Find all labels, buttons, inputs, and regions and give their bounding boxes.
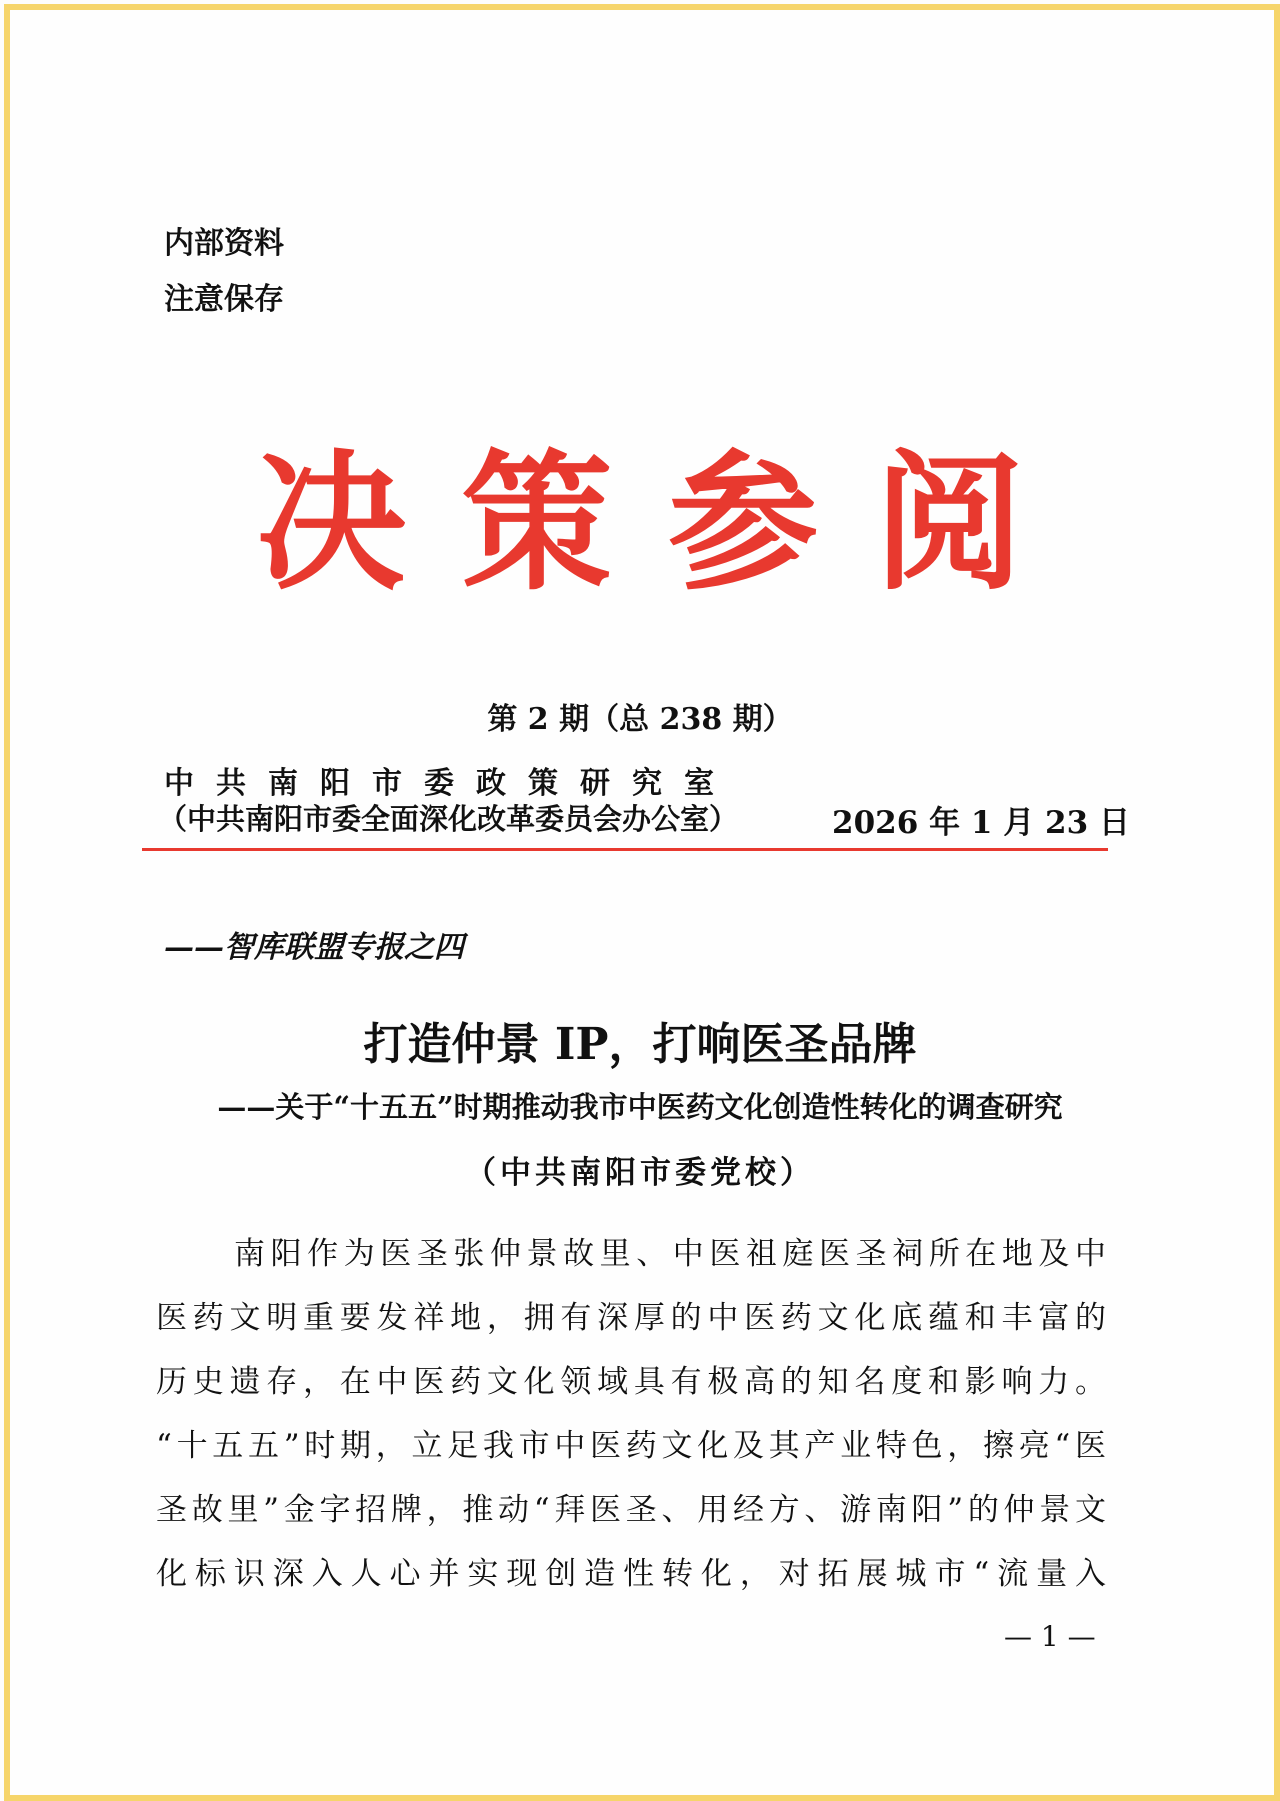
keep-safe-label: 注意保存 — [164, 282, 284, 317]
body-paragraph — [156, 1222, 1106, 1606]
page-number: — 1 — — [1004, 1620, 1096, 1653]
internal-material-label: 内部资料 — [164, 226, 284, 261]
article-author: （中共南阳市委党校） — [465, 1155, 815, 1191]
issue-number: 第 2 期（总 238 期） — [487, 702, 793, 737]
body-line: 南阳作为医圣张仲景故里、中医祖庭医圣祠所在地及中 — [234, 1236, 1106, 1272]
article-subtitle: ——关于“十五五”时期推动我市中医药文化创造性转化的调查研究 — [217, 1090, 1063, 1124]
article-title: 打造仲景 IP，打响医圣品牌 — [363, 1019, 917, 1070]
body-line: 历史遗存，在中医药文化领域具有极高的知名度和影响力。 — [156, 1364, 1106, 1400]
publish-date: 2026 年 1 月 23 日 — [832, 805, 1130, 841]
body-line: 医药文明重要发祥地，拥有深厚的中医药文化底蕴和丰富的 — [156, 1300, 1106, 1336]
publisher-alt-name: （中共南阳市委全面深化改革委员会办公室） — [158, 802, 739, 836]
masthead-title: 决策参阅 — [255, 435, 1080, 611]
publisher-name: 中共南阳市委政策研究室 — [164, 766, 736, 801]
body-line: “十五五”时期，立足我市中医药文化及其产业特色，擦亮“医 — [156, 1428, 1106, 1464]
series-label: ——智库联盟专报之四 — [164, 930, 464, 965]
body-line: 圣故里”金字招牌，推动“拜医圣、用经方、游南阳”的仲景文 — [156, 1492, 1106, 1528]
header-divider — [142, 848, 1108, 851]
body-line: 化标识深入人心并实现创造性转化，对拓展城市“流量入 — [156, 1556, 1106, 1592]
